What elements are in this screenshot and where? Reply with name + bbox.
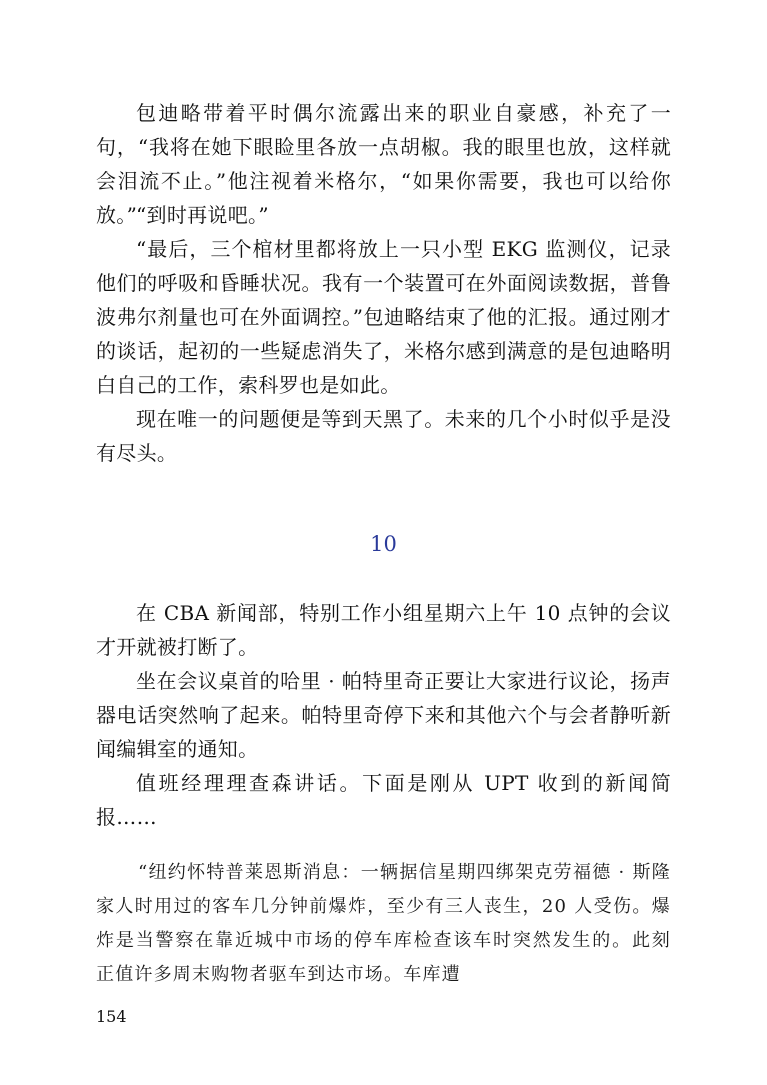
paragraph-bodillo-pepper: 包迪略带着平时偶尔流露出来的职业自豪感，补充了一句，“我将在她下眼睑里各放一点胡椒。我的眼里也放，这样就会泪流不止。”他注视着米格尔，“如果你需要，我也可以给你放。” (96, 101, 671, 227)
paragraph-reply: “到时再说吧。” (136, 203, 269, 227)
paragraph-speakerphone: 坐在会议桌首的哈里 · 帕特里奇正要让大家进行议论，扬声器电话突然响了起来。帕特里奇停下来和其他六个与会者静听新闻编辑室的通知。 (96, 669, 671, 761)
paragraph-bulletin-intro: 值班经理理查森讲话。下面是刚从 UPT 收到的新闻简报…… (96, 771, 671, 829)
paragraph-wait-dark: 现在唯一的问题便是等到天黑了。未来的几个小时似乎是没有尽头。 (96, 407, 671, 465)
page-number: 154 (96, 1007, 127, 1026)
paragraph-cba-meeting: 在 CBA 新闻部，特别工作小组星期六上午 10 点钟的会议才开就被打断了。 (96, 601, 671, 659)
paragraph-ekg-monitor: “最后，三个棺材里都将放上一只小型 EKG 监测仪，记录他们的呼吸和昏睡状况。我有一个装置可在外面阅读数据，普鲁波弗尔剂量也可在外面调控。”包迪略结束了他的汇报。通过刚才的谈话，起初的一些疑虑消失了，米格尔感到满意的是包迪略明白自己的工作，索科罗也是如此。 (96, 237, 671, 397)
chapter-heading: 10 (370, 532, 397, 556)
news-bulletin-quote: “纽约怀特普莱恩斯消息：一辆据信星期四绑架克劳福德 · 斯隆家人时用过的客车几分钟前爆炸，至少有三人丧生，20 人受伤。爆炸是当警察在靠近城中市场的停车库检查该车时突然发生的。此刻正值许多周末购物者驱车到达市场。车库遭 (96, 862, 671, 985)
